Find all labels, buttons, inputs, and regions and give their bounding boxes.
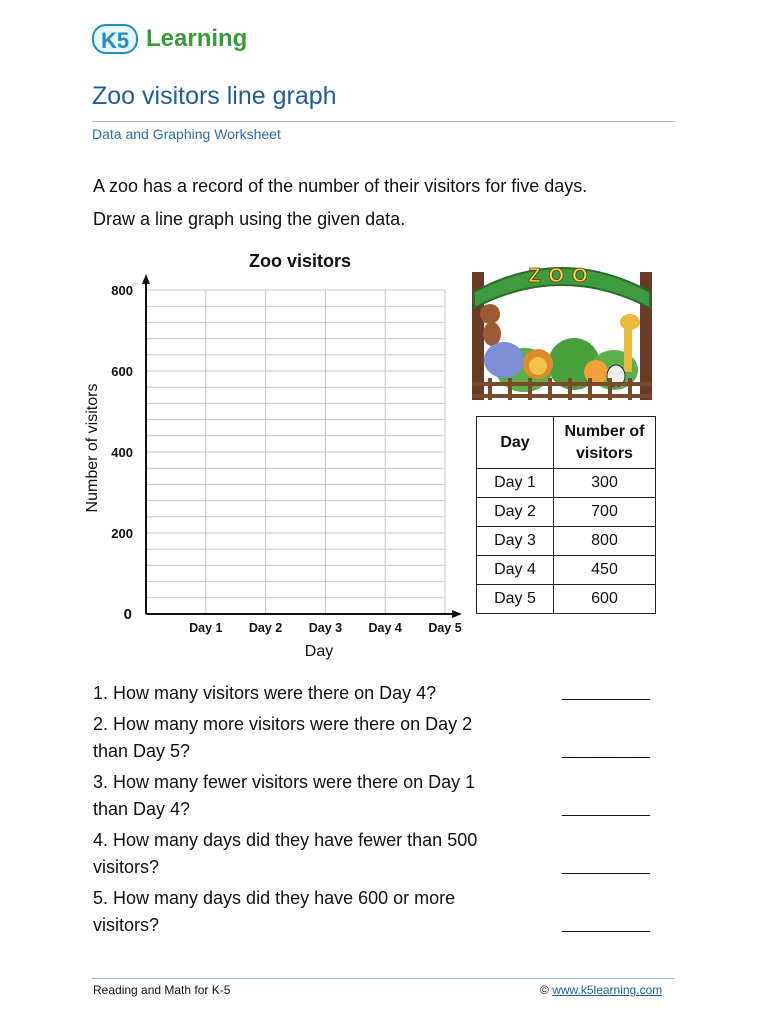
table-cell-day: Day 5 [477,585,554,614]
intro-line-2: Draw a line graph using the given data. [93,209,406,229]
intro-line-1: A zoo has a record of the number of their visitors for five days. [93,176,588,196]
page-title: Zoo visitors line graph [92,82,337,110]
x-tick-label: Day 3 [308,621,343,635]
zoo-entrance-illustration [464,252,660,402]
visitors-data-table [476,416,656,614]
table-cell-visitors: 450 [554,556,656,585]
x-tick-label: Day 4 [368,621,402,635]
y-tick-label: 600 [111,364,133,379]
logo-k5-badge: K5 [92,24,138,54]
table-cell-day: Day 1 [477,469,554,498]
answer-blank-2[interactable]: ___________ [562,742,649,759]
zoo-sign-text: ZOO [528,265,596,287]
table-cell-day: Day 4 [477,556,554,585]
table-cell-day: Day 2 [477,498,554,527]
question-1-line-1: 1. How many visitors were there on Day 4? [93,683,437,703]
line-graph [70,240,470,670]
answer-blank-3[interactable]: ___________ [562,800,649,817]
table-cell-visitors: 700 [554,498,656,527]
question-4-line-1: 4. How many days did they have fewer than 500 [93,830,478,850]
y-tick-labels [111,283,133,623]
x-axis-arrow-icon [452,610,462,618]
table-row [477,469,656,498]
question-4-line-2: visitors? [93,857,160,877]
y-axis-label: Number of visitors [84,383,101,513]
answer-blank-4[interactable]: ___________ [562,858,649,875]
k5-learning-logo [92,18,262,62]
copyright-icon: © [540,983,549,997]
table-row [477,498,656,527]
question-4 [93,827,533,881]
question-2-line-2: than Day 5? [93,741,191,761]
y-axis-arrow-icon [142,274,150,284]
logo-wordmark: Learning [146,25,248,52]
question-1 [93,680,533,707]
question-5 [93,885,533,939]
footer-link-block [540,983,662,997]
question-3-line-2: than Day 4? [93,799,191,819]
x-tick-label: Day 5 [428,621,462,635]
chart-axes [142,274,462,618]
answer-blank-1[interactable]: ___________ [562,684,649,701]
y-tick-label: 0 [123,606,132,623]
question-2 [93,711,533,765]
footer-divider [92,978,675,979]
table-row [477,556,656,585]
question-5-line-1: 5. How many days did they have 600 or more [93,888,456,908]
table-row [477,585,656,614]
table-cell-day: Day 3 [477,527,554,556]
y-tick-label: 200 [111,526,133,541]
table-header-day: Day [477,417,554,469]
question-3 [93,769,533,823]
header-divider [92,121,675,122]
website-link[interactable]: www.k5learning.com [552,983,663,997]
table-cell-visitors: 600 [554,585,656,614]
x-axis-label: Day [304,643,334,660]
y-tick-label: 800 [111,283,133,298]
x-tick-labels [189,621,462,635]
table-cell-visitors: 800 [554,527,656,556]
table-header-visitors: Number of visitors [554,417,656,469]
answer-blank-5[interactable]: ___________ [562,916,649,933]
chart-title: Zoo visitors [248,251,352,271]
footer-tagline: Reading and Math for K-5 [93,983,231,997]
page-subtitle: Data and Graphing Worksheet [92,126,281,142]
x-tick-label: Day 2 [248,621,283,635]
x-tick-label: Day 1 [189,621,223,635]
chart-grid [146,290,445,614]
question-2-line-1: 2. How many more visitors were there on Day 2 [93,714,473,734]
question-3-line-1: 3. How many fewer visitors were there on Day 1 [93,772,476,792]
table-cell-visitors: 300 [554,469,656,498]
table-row [477,527,656,556]
question-5-line-2: visitors? [93,915,160,935]
y-tick-label: 400 [111,445,133,460]
